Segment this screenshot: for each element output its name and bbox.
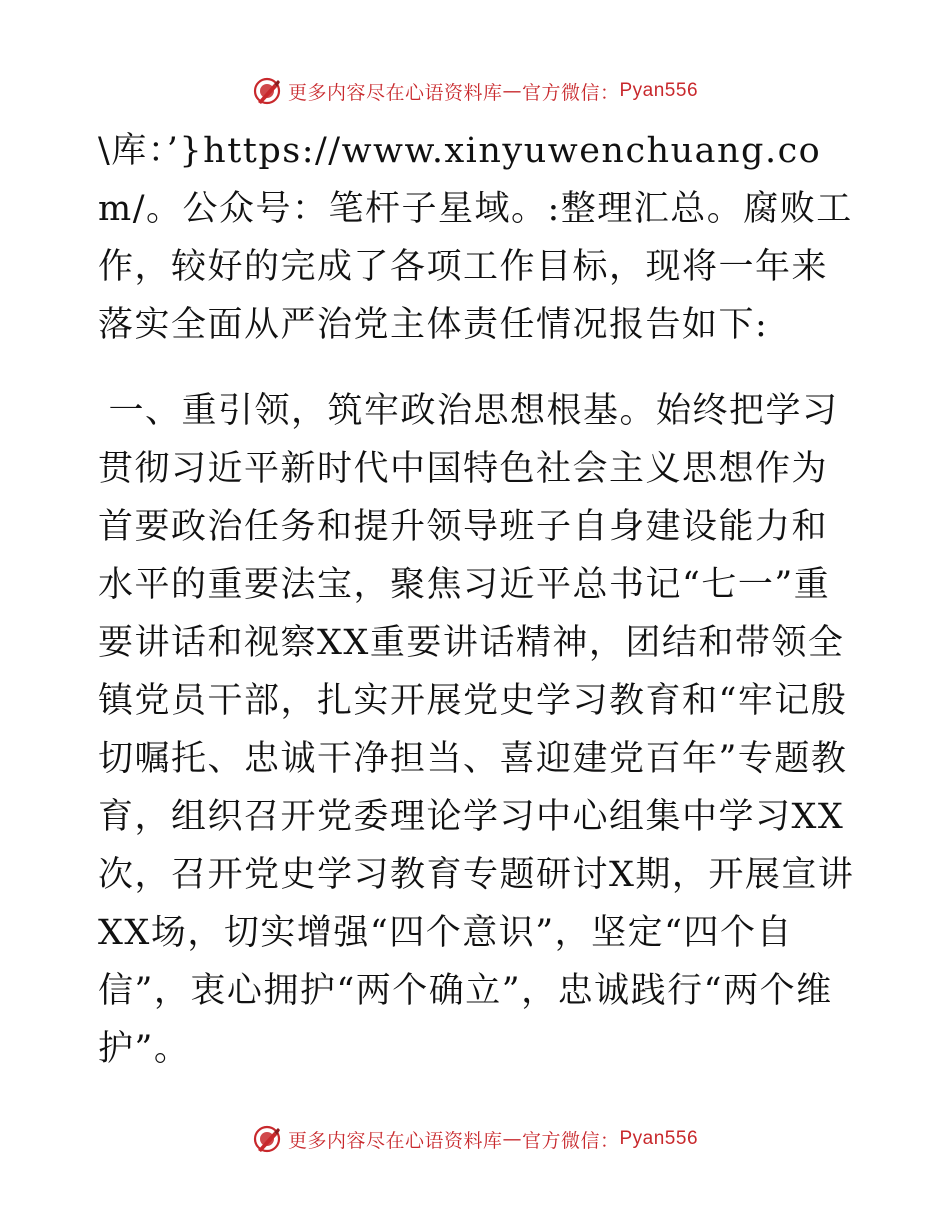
watermark-wechat-id: Pyan556 [619,80,699,101]
watermark-site-text: 更多内容尽在心语资料库 [287,81,503,104]
watermark-wechat-label: 官方微信： [521,1129,620,1152]
watermark-site-text: 更多内容尽在心语资料库 [287,1129,503,1152]
watermark-separator: — [502,1128,522,1150]
watermark-wechat-id: Pyan556 [619,1128,699,1149]
pen-seal-icon [252,76,282,106]
watermark-separator: — [502,80,522,102]
watermark-header [0,76,950,106]
document-body [98,122,858,1078]
watermark-wechat-label: 官方微信： [521,81,620,104]
paragraph-section-one: 一、重引领，筑牢政治思想根基。始终把学习贯彻习近平新时代中国特色社会主义思想作为首要政治任务和提升领导班子自身建设能力和水平的重要法宝，聚焦习近平总书记“七一”重要讲话和视察XX重要讲话精神，团结和带领全镇党员干部，扎实开展党史学习教育和“牢记殷切嘱托、忠诚干净担当、喜迎建党百年”专题教育，组织召开党委理论学习中心组集中学习XX次，召开党史学习教育专题研讨X期，开展宣讲XX场，切实增强“四个意识”，坚定“四个自信”，衷心拥护“两个确立”，忠诚践行“两个维护”。 [98,391,855,1069]
watermark-footer [0,1124,950,1154]
pen-seal-icon [252,1124,282,1154]
paragraph-intro: \库：’}https://www.xinyuwenchuang.com/。公众号：笔杆子星域。:整理汇总。腐败工作，较好的完成了各项工作目标，现将一年来落实全面从严治党主体责任情况报告如下: [98,131,853,345]
